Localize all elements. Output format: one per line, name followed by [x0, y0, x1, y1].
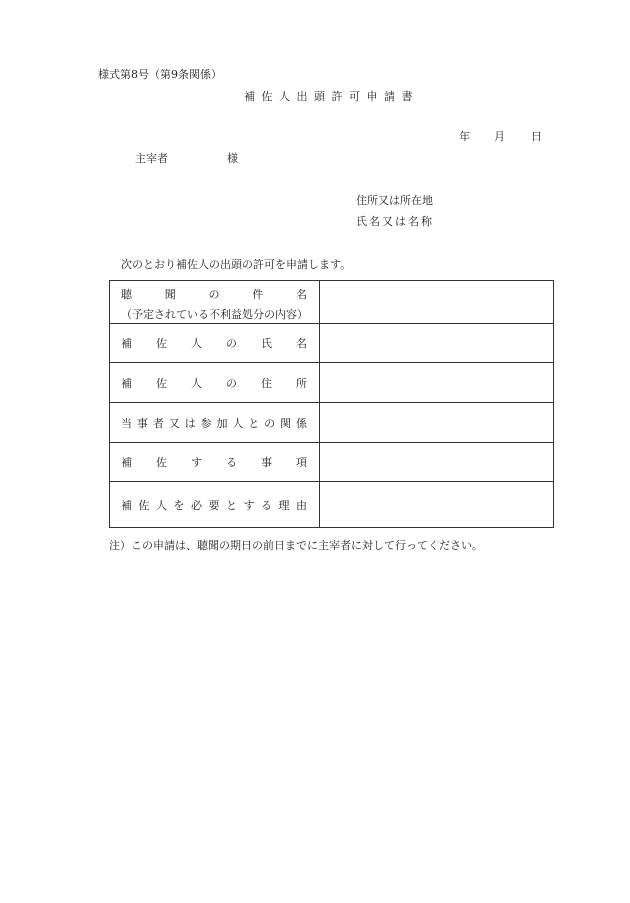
reason-label: 補 佐 人 を 必 要 と す る 理 由 [121, 498, 307, 512]
assistant-name-label: 補 佐 人 の 氏 名 [121, 337, 307, 350]
date-day-label: 日 [531, 130, 542, 143]
hearing-subject-sublabel: （予定されている不利益処分の内容） [121, 308, 308, 321]
table-row-assistant-address [110, 363, 553, 403]
row-label-cell [110, 443, 320, 481]
row-label-cell [110, 363, 320, 402]
applicant-name-label: 氏名又は名称 [356, 215, 434, 228]
relationship-field[interactable] [320, 403, 553, 442]
row-label-cell [110, 281, 320, 323]
assistant-address-field[interactable] [320, 363, 553, 402]
assistant-name-field[interactable] [320, 324, 553, 362]
reason-field[interactable] [320, 482, 553, 527]
table-row-assistant-name [110, 324, 553, 363]
addressee-suffix: 様 [227, 152, 238, 165]
assisted-matters-field[interactable] [320, 443, 553, 481]
date-month-label: 月 [494, 130, 505, 143]
assistant-address-label: 補 佐 人 の 住 所 [121, 376, 307, 390]
row-label-cell [110, 403, 320, 442]
hearing-subject-field[interactable] [320, 281, 553, 323]
intro-text: 次のとおり補佐人の出頭の許可を申請します。 [121, 258, 352, 271]
table-row-reason [110, 482, 553, 527]
application-table [109, 280, 554, 528]
hearing-subject-label: 聴 聞 の 件 名 [121, 288, 307, 301]
relationship-label: 当 事 者 又 は 参 加 人 と の 関 係 [121, 416, 307, 430]
assisted-matters-label: 補 佐 す る 事 項 [121, 456, 307, 469]
row-label-cell [110, 324, 320, 362]
document-title: 補佐人出頭許可申請書 [244, 90, 419, 103]
applicant-address-label: 住所又は所在地 [356, 194, 433, 207]
footnote: 注）この申請は、聴聞の期日の前日までに主宰者に対して行ってください。 [109, 539, 483, 552]
date-year-label: 年 [459, 130, 470, 143]
row-label-cell [110, 482, 320, 527]
form-number: 様式第8号（第9条関係） [98, 68, 222, 81]
table-row-hearing-subject [110, 281, 553, 324]
table-row-relationship [110, 403, 553, 443]
addressee-label: 主宰者 [135, 152, 168, 165]
table-row-assisted-matters [110, 443, 553, 482]
